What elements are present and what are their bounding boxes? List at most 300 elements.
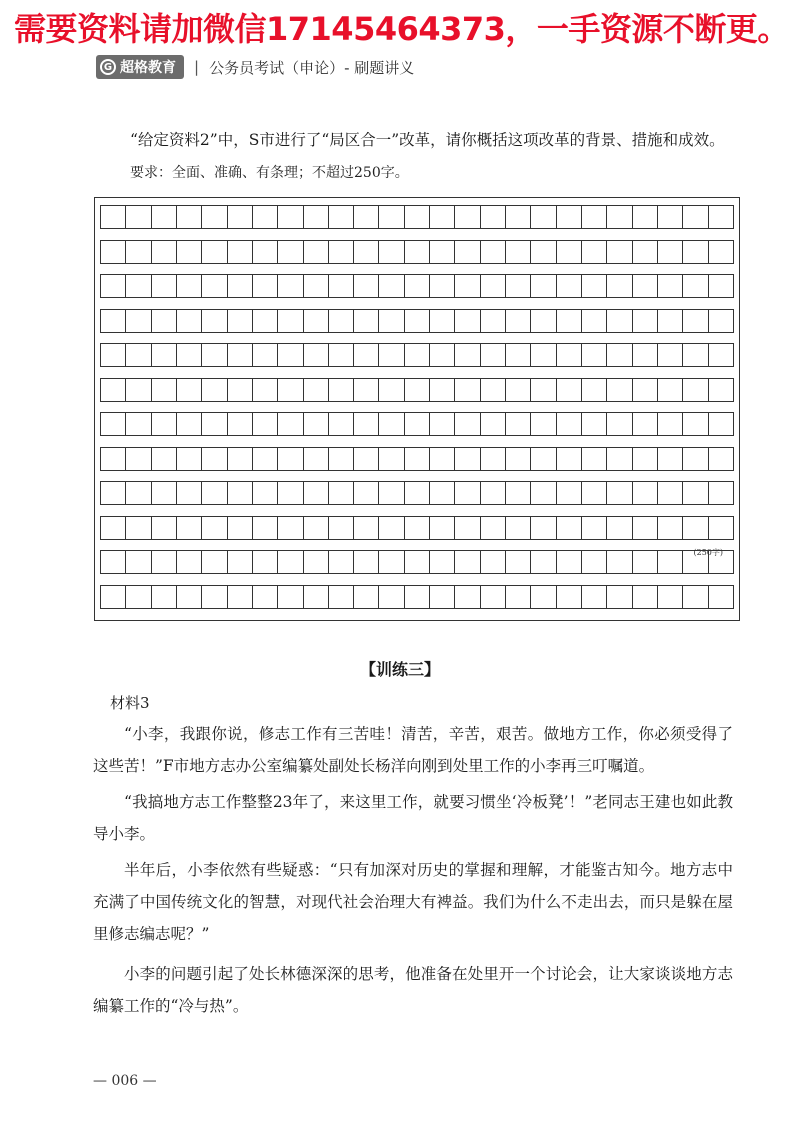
grid-cell[interactable] (405, 412, 430, 436)
grid-cell[interactable] (481, 585, 506, 609)
grid-cell[interactable] (379, 550, 404, 574)
grid-cell[interactable] (152, 585, 177, 609)
grid-cell[interactable] (126, 205, 151, 229)
grid-cell[interactable] (455, 481, 480, 505)
grid-cell[interactable] (278, 516, 303, 540)
grid-cell[interactable] (430, 309, 455, 333)
grid-cell[interactable] (126, 585, 151, 609)
grid-cell[interactable] (329, 240, 354, 264)
grid-cell[interactable] (531, 309, 556, 333)
grid-cell[interactable] (329, 481, 354, 505)
grid-cell[interactable] (253, 550, 278, 574)
grid-cell[interactable] (683, 205, 708, 229)
grid-cell[interactable] (557, 378, 582, 402)
grid-cell[interactable] (354, 550, 379, 574)
grid-cell[interactable] (202, 550, 227, 574)
grid-cell[interactable] (100, 378, 126, 402)
grid-cell[interactable] (126, 240, 151, 264)
grid-cell[interactable] (455, 309, 480, 333)
grid-cell[interactable] (633, 447, 658, 471)
grid-cell[interactable] (379, 274, 404, 298)
grid-cell[interactable] (633, 240, 658, 264)
grid-cell[interactable] (202, 585, 227, 609)
grid-cell[interactable] (177, 412, 202, 436)
grid-cell[interactable] (455, 274, 480, 298)
grid-cell[interactable] (455, 550, 480, 574)
grid-cell[interactable] (582, 412, 607, 436)
grid-cell[interactable] (379, 585, 404, 609)
grid-cell[interactable] (253, 516, 278, 540)
grid-cell[interactable] (253, 481, 278, 505)
grid-cell[interactable] (304, 205, 329, 229)
grid-cell[interactable] (506, 550, 531, 574)
grid-cell[interactable] (506, 378, 531, 402)
grid-cell[interactable] (329, 309, 354, 333)
grid-cell[interactable] (202, 309, 227, 333)
grid-cell[interactable] (430, 274, 455, 298)
grid-cell[interactable] (531, 343, 556, 367)
grid-cell[interactable] (481, 412, 506, 436)
grid-cell[interactable] (177, 585, 202, 609)
grid-cell[interactable] (683, 378, 708, 402)
brand-logo-icon: G (100, 59, 116, 75)
grid-cell[interactable] (379, 481, 404, 505)
grid-cell[interactable] (607, 412, 632, 436)
grid-cell[interactable] (582, 274, 607, 298)
grid-cell[interactable] (405, 274, 430, 298)
grid-cell[interactable] (607, 481, 632, 505)
grid-cell[interactable] (481, 550, 506, 574)
grid-cell[interactable] (177, 447, 202, 471)
answer-grid[interactable] (94, 197, 740, 621)
grid-cell[interactable] (100, 447, 126, 471)
grid-cell[interactable] (405, 378, 430, 402)
grid-cell[interactable] (455, 240, 480, 264)
grid-cell[interactable] (709, 481, 734, 505)
grid-cell[interactable] (607, 378, 632, 402)
grid-cell[interactable] (202, 516, 227, 540)
grid-cell[interactable] (633, 412, 658, 436)
grid-cell[interactable] (582, 516, 607, 540)
grid-cell[interactable] (329, 585, 354, 609)
grid-cell[interactable] (152, 205, 177, 229)
grid-cell[interactable] (557, 516, 582, 540)
grid-cell[interactable] (430, 240, 455, 264)
grid-cell[interactable] (633, 309, 658, 333)
grid-cell[interactable] (557, 205, 582, 229)
grid-cell[interactable] (100, 274, 126, 298)
grid-cell[interactable] (354, 412, 379, 436)
grid-cell[interactable] (481, 447, 506, 471)
grid-cell[interactable] (506, 481, 531, 505)
grid-cell[interactable] (152, 309, 177, 333)
grid-cell[interactable] (557, 550, 582, 574)
grid-cell[interactable] (481, 205, 506, 229)
grid-cell[interactable] (354, 585, 379, 609)
grid-cell[interactable] (278, 378, 303, 402)
grid-cell[interactable] (683, 447, 708, 471)
grid-cell[interactable] (253, 412, 278, 436)
grid-cell[interactable] (177, 343, 202, 367)
grid-cell[interactable] (126, 481, 151, 505)
grid-cell[interactable] (531, 481, 556, 505)
grid-cell[interactable] (709, 240, 734, 264)
grid-cell[interactable] (607, 240, 632, 264)
grid-cell[interactable] (607, 309, 632, 333)
grid-cell[interactable] (228, 343, 253, 367)
grid-cell[interactable] (683, 240, 708, 264)
grid-cell[interactable] (100, 309, 126, 333)
grid-cell[interactable] (228, 447, 253, 471)
grid-cell[interactable] (329, 516, 354, 540)
grid-cell[interactable] (304, 516, 329, 540)
grid-cell[interactable] (405, 481, 430, 505)
grid-cell[interactable] (177, 274, 202, 298)
grid-cell[interactable] (228, 205, 253, 229)
grid-cell[interactable] (455, 205, 480, 229)
grid-cell[interactable] (354, 240, 379, 264)
grid-cell[interactable] (278, 481, 303, 505)
grid-cell[interactable] (481, 274, 506, 298)
grid-cell[interactable] (557, 412, 582, 436)
grid-cell[interactable] (278, 585, 303, 609)
grid-cell[interactable] (152, 550, 177, 574)
grid-cell[interactable] (633, 343, 658, 367)
grid-cell[interactable] (582, 585, 607, 609)
grid-cell[interactable] (253, 240, 278, 264)
grid-cell[interactable] (278, 447, 303, 471)
grid-cell[interactable] (582, 240, 607, 264)
grid-cell[interactable] (177, 550, 202, 574)
grid-cell[interactable] (379, 240, 404, 264)
grid-cell[interactable] (304, 378, 329, 402)
grid-cell[interactable] (126, 343, 151, 367)
grid-cell[interactable] (228, 516, 253, 540)
grid-cell[interactable] (709, 309, 734, 333)
grid-cell[interactable] (531, 274, 556, 298)
grid-cell[interactable] (100, 205, 126, 229)
grid-cell[interactable] (354, 481, 379, 505)
grid-cell[interactable] (329, 412, 354, 436)
grid-cell[interactable] (633, 378, 658, 402)
grid-cell[interactable] (633, 205, 658, 229)
grid-cell[interactable] (658, 274, 683, 298)
grid-cell[interactable] (405, 240, 430, 264)
grid-cell[interactable] (607, 550, 632, 574)
grid-cell[interactable] (202, 274, 227, 298)
grid-cell[interactable] (329, 205, 354, 229)
grid-cell[interactable] (278, 205, 303, 229)
grid-cell[interactable] (304, 309, 329, 333)
grid-cell[interactable] (228, 585, 253, 609)
grid-cell[interactable] (354, 516, 379, 540)
grid-cell[interactable] (100, 343, 126, 367)
grid-cell[interactable] (557, 447, 582, 471)
grid-cell[interactable] (379, 205, 404, 229)
grid-cell[interactable] (202, 447, 227, 471)
grid-cell[interactable] (278, 412, 303, 436)
grid-cell[interactable] (557, 585, 582, 609)
grid-cell[interactable] (430, 447, 455, 471)
grid-cell[interactable] (709, 585, 734, 609)
grid-cell[interactable] (481, 516, 506, 540)
grid-cell[interactable] (658, 240, 683, 264)
grid-cell[interactable] (202, 412, 227, 436)
grid-cell[interactable] (531, 516, 556, 540)
grid-cell[interactable] (177, 240, 202, 264)
grid-cell[interactable] (582, 378, 607, 402)
grid-cell[interactable] (126, 447, 151, 471)
grid-cell[interactable] (607, 585, 632, 609)
grid-cell[interactable] (329, 274, 354, 298)
grid-cell[interactable] (607, 205, 632, 229)
grid-cell[interactable] (354, 343, 379, 367)
grid-cell[interactable] (683, 585, 708, 609)
grid-cell[interactable] (607, 516, 632, 540)
grid-cell[interactable] (658, 447, 683, 471)
grid-cell[interactable] (658, 481, 683, 505)
grid-cell[interactable] (506, 309, 531, 333)
grid-cell[interactable] (202, 205, 227, 229)
grid-cell[interactable] (152, 481, 177, 505)
grid-cell[interactable] (531, 205, 556, 229)
grid-cell[interactable] (152, 378, 177, 402)
grid-cell[interactable] (228, 378, 253, 402)
grid-cell[interactable] (683, 516, 708, 540)
grid-cell[interactable] (405, 516, 430, 540)
grid-cell[interactable] (126, 309, 151, 333)
grid-cell[interactable] (582, 309, 607, 333)
grid-cell[interactable] (202, 343, 227, 367)
grid-cell[interactable] (607, 343, 632, 367)
grid-cell[interactable] (455, 412, 480, 436)
grid-cell[interactable] (430, 412, 455, 436)
grid-cell[interactable] (506, 412, 531, 436)
grid-cell[interactable] (582, 550, 607, 574)
grid-cell[interactable] (126, 378, 151, 402)
grid-cell[interactable] (430, 343, 455, 367)
grid-cell[interactable] (228, 240, 253, 264)
grid-cell[interactable] (228, 412, 253, 436)
grid-cell[interactable] (582, 343, 607, 367)
grid-cell[interactable] (100, 585, 126, 609)
grid-cell[interactable] (202, 481, 227, 505)
grid-cell[interactable] (481, 481, 506, 505)
grid-cell[interactable] (506, 343, 531, 367)
grid-cell[interactable] (202, 240, 227, 264)
grid-cell[interactable] (379, 516, 404, 540)
grid-cell[interactable] (379, 378, 404, 402)
grid-cell[interactable] (531, 240, 556, 264)
grid-cell[interactable] (481, 309, 506, 333)
grid-cell[interactable] (253, 585, 278, 609)
grid-cell[interactable] (658, 309, 683, 333)
grid-cell[interactable] (177, 309, 202, 333)
grid-cell[interactable] (709, 447, 734, 471)
grid-cell[interactable] (709, 343, 734, 367)
grid-cell[interactable] (607, 274, 632, 298)
grid-cell[interactable] (430, 205, 455, 229)
grid-cell[interactable] (152, 412, 177, 436)
grid-cell[interactable] (100, 240, 126, 264)
grid-cell[interactable] (430, 516, 455, 540)
grid-cell[interactable] (709, 205, 734, 229)
grid-cell[interactable] (228, 274, 253, 298)
grid-cell[interactable] (278, 343, 303, 367)
grid-cell[interactable] (683, 412, 708, 436)
grid-cell[interactable] (607, 447, 632, 471)
grid-cell[interactable] (506, 516, 531, 540)
grid-cell[interactable] (228, 481, 253, 505)
grid-cell[interactable] (100, 412, 126, 436)
grid-cell[interactable] (531, 412, 556, 436)
grid-cell[interactable] (253, 274, 278, 298)
grid-cell[interactable] (405, 550, 430, 574)
grid-cell[interactable] (304, 274, 329, 298)
grid-cell[interactable] (633, 274, 658, 298)
grid-cell[interactable] (253, 309, 278, 333)
grid-cell[interactable] (683, 481, 708, 505)
grid-cell[interactable] (126, 412, 151, 436)
grid-cell[interactable] (177, 481, 202, 505)
grid-cell[interactable] (531, 447, 556, 471)
grid-cell[interactable] (202, 378, 227, 402)
grid-cell[interactable] (379, 447, 404, 471)
grid-cell[interactable] (177, 516, 202, 540)
grid-cell[interactable] (152, 274, 177, 298)
grid-cell[interactable] (481, 343, 506, 367)
grid-cell[interactable] (100, 550, 126, 574)
grid-cell[interactable] (531, 550, 556, 574)
grid-cell[interactable] (506, 585, 531, 609)
grid-cell[interactable] (658, 343, 683, 367)
grid-cell[interactable] (354, 274, 379, 298)
grid-cell[interactable] (304, 412, 329, 436)
grid-cell[interactable] (329, 550, 354, 574)
grid-cell[interactable] (506, 240, 531, 264)
grid-cell[interactable] (633, 550, 658, 574)
grid-cell[interactable] (354, 205, 379, 229)
grid-cell[interactable] (152, 447, 177, 471)
grid-cell[interactable] (177, 205, 202, 229)
grid-cell[interactable] (329, 378, 354, 402)
grid-cell[interactable] (430, 481, 455, 505)
grid-cell[interactable] (253, 343, 278, 367)
grid-cell[interactable] (152, 516, 177, 540)
grid-cell[interactable] (126, 274, 151, 298)
grid-cell[interactable] (455, 585, 480, 609)
grid-cell[interactable] (430, 550, 455, 574)
grid-cell[interactable] (278, 274, 303, 298)
grid-cell[interactable] (304, 481, 329, 505)
grid-cell[interactable] (253, 378, 278, 402)
grid-cell[interactable] (506, 205, 531, 229)
grid-cell[interactable] (379, 343, 404, 367)
grid-cell[interactable] (278, 240, 303, 264)
grid-cell[interactable] (329, 447, 354, 471)
grid-cell[interactable] (709, 274, 734, 298)
grid-cell[interactable] (405, 205, 430, 229)
grid-cell[interactable] (405, 309, 430, 333)
grid-cell[interactable] (126, 516, 151, 540)
grid-cell[interactable] (304, 447, 329, 471)
grid-cell[interactable] (658, 516, 683, 540)
grid-cell[interactable] (455, 516, 480, 540)
grid-cell[interactable] (405, 585, 430, 609)
grid-cell[interactable] (633, 516, 658, 540)
grid-cell[interactable] (430, 378, 455, 402)
grid-cell[interactable] (557, 240, 582, 264)
grid-cell[interactable] (633, 481, 658, 505)
grid-cell[interactable] (253, 447, 278, 471)
grid-cell[interactable] (557, 343, 582, 367)
grid-cell[interactable] (481, 240, 506, 264)
grid-cell[interactable] (379, 412, 404, 436)
grid-cell[interactable] (100, 481, 126, 505)
grid-cell[interactable] (683, 309, 708, 333)
grid-cell[interactable] (455, 378, 480, 402)
grid-cell[interactable] (658, 205, 683, 229)
grid-cell[interactable] (709, 516, 734, 540)
grid-cell[interactable] (379, 309, 404, 333)
grid-cell[interactable] (304, 585, 329, 609)
grid-cell[interactable] (354, 309, 379, 333)
grid-cell[interactable] (683, 274, 708, 298)
grid-cell[interactable] (506, 447, 531, 471)
grid-cell[interactable] (430, 585, 455, 609)
grid-cell[interactable] (228, 550, 253, 574)
grid-cell[interactable] (304, 550, 329, 574)
grid-cell[interactable] (658, 412, 683, 436)
grid-cell[interactable] (582, 481, 607, 505)
grid-cell[interactable] (633, 585, 658, 609)
grid-cell[interactable] (506, 274, 531, 298)
grid-cell[interactable] (152, 343, 177, 367)
grid-cell[interactable] (557, 309, 582, 333)
grid-cell[interactable] (582, 447, 607, 471)
grid-cell[interactable] (658, 585, 683, 609)
grid-cell[interactable] (228, 309, 253, 333)
grid-cell[interactable] (304, 240, 329, 264)
grid-cell[interactable] (658, 378, 683, 402)
grid-cell[interactable] (354, 378, 379, 402)
grid-cell[interactable] (531, 585, 556, 609)
grid-cell[interactable] (481, 378, 506, 402)
grid-cell[interactable] (531, 378, 556, 402)
grid-cell[interactable] (557, 481, 582, 505)
grid-cell[interactable] (582, 205, 607, 229)
grid-cell[interactable] (100, 516, 126, 540)
grid-cell[interactable] (658, 550, 683, 574)
grid-cell[interactable] (557, 274, 582, 298)
grid-cell[interactable] (683, 343, 708, 367)
grid-cell[interactable] (709, 378, 734, 402)
grid-cell[interactable] (304, 343, 329, 367)
grid-cell[interactable] (126, 550, 151, 574)
grid-cell[interactable] (709, 412, 734, 436)
grid-cell[interactable] (455, 447, 480, 471)
grid-cell[interactable] (278, 550, 303, 574)
grid-cell[interactable] (354, 447, 379, 471)
grid-cell[interactable] (455, 343, 480, 367)
grid-cell[interactable] (177, 378, 202, 402)
grid-cell[interactable] (405, 343, 430, 367)
grid-cell[interactable] (253, 205, 278, 229)
grid-cell[interactable] (278, 309, 303, 333)
grid-cell[interactable] (405, 447, 430, 471)
grid-cell[interactable] (152, 240, 177, 264)
grid-cell[interactable] (329, 343, 354, 367)
